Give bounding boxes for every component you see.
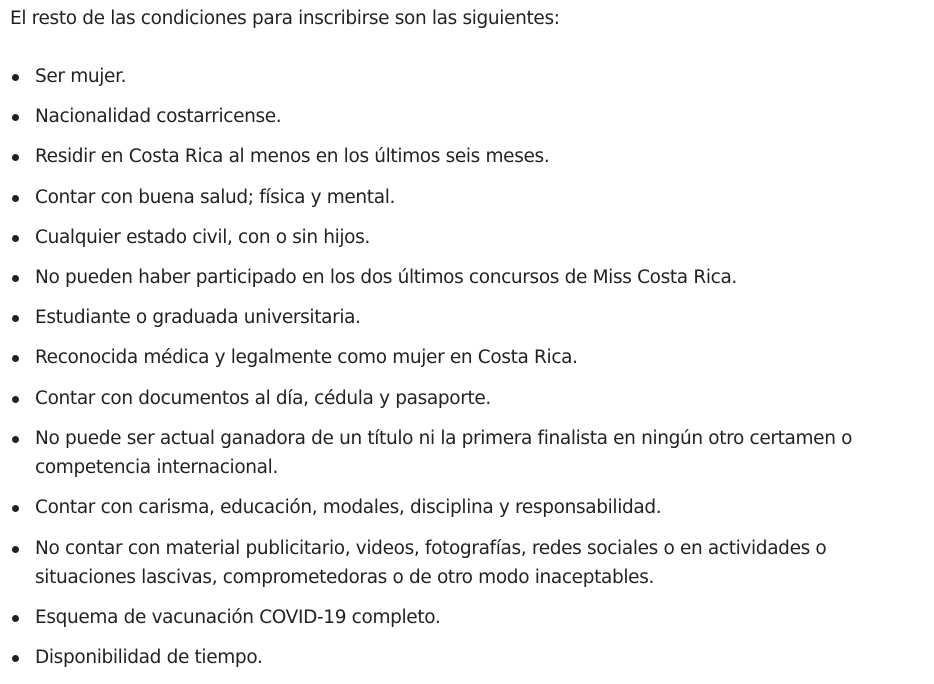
list-item [0, 534, 930, 593]
bullet-icon [12, 315, 19, 322]
list-item-text: Contar con buena salud; física y mental. [35, 186, 396, 208]
bullet-icon [12, 114, 19, 121]
intro-paragraph: El resto de las condiciones para inscribirse son las siguientes: [10, 8, 560, 29]
conditions-list [0, 62, 930, 684]
bullet-icon [12, 546, 19, 553]
list-item [0, 62, 930, 92]
list-item [0, 643, 930, 673]
list-item [0, 343, 930, 373]
list-item-text: No pueden haber participado en los dos últimos concursos de Miss Costa Rica. [35, 266, 737, 288]
bullet-icon [12, 505, 19, 512]
list-item-text: Esquema de vacunación COVID-19 completo. [35, 607, 441, 629]
list-item [0, 183, 930, 213]
list-item [0, 142, 930, 172]
list-item-text: Disponibilidad de tiempo. [35, 647, 263, 669]
list-item [0, 424, 930, 483]
bullet-icon [12, 154, 19, 161]
list-item [0, 303, 930, 333]
list-item-text: Estudiante o graduada universitaria. [35, 307, 361, 329]
list-item [0, 493, 930, 523]
bullet-icon [12, 436, 19, 443]
bullet-icon [12, 355, 19, 362]
bullet-icon [12, 195, 19, 202]
list-item-text: No contar con material publicitario, videos, fotografías, redes sociales o en actividades o situaciones lascivas, comprometedoras o de otro modo inaceptables. [35, 537, 827, 589]
bullet-icon [12, 655, 19, 662]
list-item-text: Contar con documentos al día, cédula y pasaporte. [35, 387, 491, 409]
list-item-text: Residir en Costa Rica al menos en los últimos seis meses. [35, 146, 550, 168]
list-item-text: Ser mujer. [35, 66, 127, 87]
list-item [0, 223, 930, 253]
list-item [0, 102, 930, 132]
bullet-icon [12, 74, 19, 81]
list-item-text: Reconocida médica y legalmente como mujer en Costa Rica. [35, 347, 578, 369]
list-item-text: Contar con carisma, educación, modales, disciplina y responsabilidad. [35, 497, 662, 519]
bullet-icon [12, 235, 19, 242]
list-item-text: Nacionalidad costarricense. [35, 106, 282, 128]
list-item-text: Cualquier estado civil, con o sin hijos. [35, 226, 370, 248]
list-item [0, 263, 930, 293]
bullet-icon [12, 615, 19, 622]
bullet-icon [12, 275, 19, 282]
list-item [0, 603, 930, 633]
bullet-icon [12, 396, 19, 403]
list-item-text: No puede ser actual ganadora de un título ni la primera finalista en ningún otro certamen o competencia internacional. [35, 427, 853, 479]
list-item [0, 384, 930, 414]
